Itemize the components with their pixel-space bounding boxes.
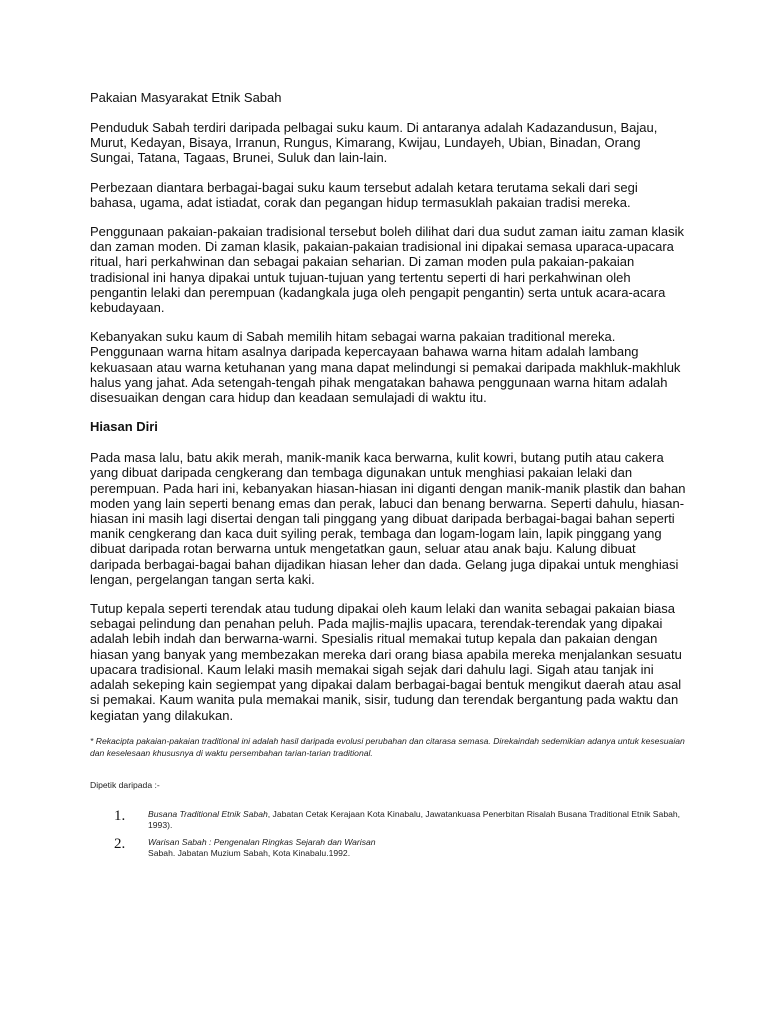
reference-number: 2. [114, 835, 126, 852]
paragraph: Penduduk Sabah terdiri daripada pelbagai suku kaum. Di antaranya adalah Kadazandusun, Bajau, Murut, Kedayan, Bisaya, Irranun, Rungus, Kimarang, Kwijau, Lundayeh, Ubian, Binadan, Orang Sungai, Tatana, Tagaas, Brunei, Suluk dan lain-lain. [90, 120, 658, 166]
reference-number: 1. [114, 807, 126, 824]
paragraph: Perbezaan diantara berbagai-bagai suku kaum tersebut adalah ketara terutama sekali dari segi bahasa, ugama, adat istiadat, corak dan pegangan hidup termasuklah pakaian tradisi mereka. [90, 179, 638, 210]
document-title: Pakaian Masyarakat Etnik Sabah [90, 90, 282, 105]
reference-item [90, 837, 686, 859]
section-heading: Hiasan Diri [90, 419, 158, 435]
source-label: Dipetik daripada :- [90, 779, 160, 790]
paragraph: Penggunaan pakaian-pakaian tradisional tersebut boleh dilihat dari dua sudut zaman iaitu zaman klasik dan zaman moden. Di zaman klasik, pakaian-pakaian tradisional ini dipakai semasa uparaca-upacara ritual, hari perkahwinan dan sebagai pakaian seharian. Di zaman moden pula pakaian-pakaian tradisional ini hanya dipakai untuk tujuan-tujuan yang tertentu seperti di hari perkahwinan oleh pengantin lelaki dan perempuan (kadangkala juga oleh pengapit pengantin) serta untuk acara-acara kebudayaan. [90, 224, 685, 316]
reference-text [142, 837, 376, 859]
reference-title: Warisan Sabah : Pengenalan Ringkas Sejarah dan Warisan [148, 836, 376, 847]
reference-list [90, 809, 686, 859]
reference-title: Busana Traditional Etnik Sabah [148, 808, 268, 819]
section-paragraph: Pada masa lalu, batu akik merah, manik-manik kaca berwarna, kulit kowri, butang putih atau cakera yang dibuat daripada cengkerang dan tembaga digunakan untuk menghiasi pakaian lelaki dan perempuan. Pada hari ini, kebanyakan hiasan-hiasan ini diganti dengan manik-manik plastik dan bahan moden yang lain seperti benang emas dan perak, labuci dan benang berwarna. Seperti dahulu, hiasan-hiasan ini masih lagi disertai dengan tali pinggang yang dibuat daripada berbagai-bagai bahan seperti manik cengkerang dan kaca duit syiling perak, tembaga dan logam-logam lain, lapik pinggang yang dibuat daripada rotan berwarna untuk mengetatkan gaun, seluar atau anak baju. Kalung dibuat daripada berbagai-bagai bahan dijadikan hiasan leher dan dada. Gelang juga dipakai untuk menghiasi lengan, pergelangan tangan serta kaki. [90, 450, 686, 587]
reference-text [142, 809, 686, 831]
section-paragraph: Tutup kepala seperti terendak atau tudung dipakai oleh kaum lelaki dan wanita sebagai pakaian biasa sebagai pelindung dan penahan peluh. Pada majlis-majlis upacara, terendak-terendak yang dipakai adalah lebih indah dan berwarna-warni. Spesialis ritual memakai tutup kepala dan pakaian dengan hiasan yang banyak yang membezakan mereka dari orang biasa apabila mereka menjalankan sesuatu upacara tradisional. Kaum lelaki masih memakai sigah sejak dari dahulu lagi. Sigah atau tanjak ini adalah sekeping kain segiempat yang dipakai dalam berbagai-bagai bentuk mengikut daerah atau asal si pemakai. Kaum wanita pula memakai manik, sisir, tudung dan terendak bergantung pada waktu dan kegiatan yang dilakukan. [90, 601, 682, 723]
reference-details: Sabah. Jabatan Muzium Sabah, Kota Kinabalu.1992. [148, 847, 351, 858]
reference-item [90, 809, 686, 831]
reference-details: , Jabatan Cetak Kerajaan Kota Kinabalu, Jawatankuasa Penerbitan Risalah Busana Traditional Etnik Sabah, 1993). [148, 808, 681, 830]
paragraph: Kebanyakan suku kaum di Sabah memilih hitam sebagai warna pakaian traditional mereka. Penggunaan warna hitam asalnya daripada kepercayaan bahawa warna hitam adalah lambang kekuasaan atau warna ketuhanan yang mana dapat melindungi si pemakai daripada makhluk-makhluk halus yang jahat. Ada setengah-tengah pihak mengatakan bahawa penggunaan warna hitam adalah disesuaikan dengan cara hidup dan keadaan semulajadi di waktu itu. [90, 329, 681, 406]
footnote: * Rekacipta pakaian-pakaian traditional ini adalah hasil daripada evolusi perubahan dan citarasa semasa. Direkaindah sedemikian adanya untuk kesesuaian dan keselesaan khususnya di waktu persembahan tarian-tarian traditional. [90, 735, 685, 758]
